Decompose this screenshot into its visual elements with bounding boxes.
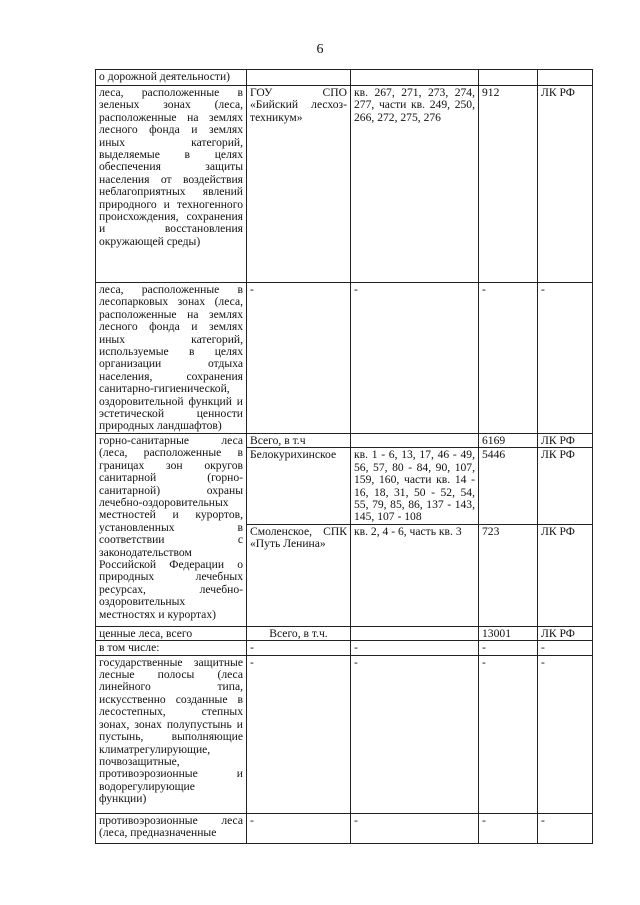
owner-cell: Всего, в т.ч	[247, 434, 351, 448]
quarters-cell: -	[351, 813, 479, 843]
owner-cell: Смоленское, СПК «Путь Ленина»	[247, 524, 351, 626]
basis-cell: ЛК РФ	[538, 524, 593, 626]
quarters-cell: -	[351, 655, 479, 813]
quarters-cell	[351, 626, 479, 640]
basis-cell: ЛК РФ	[538, 86, 593, 283]
area-cell	[479, 70, 538, 86]
basis-cell: -	[538, 655, 593, 813]
quarters-cell: -	[351, 641, 479, 655]
table-row	[96, 86, 593, 283]
quarters-cell	[351, 70, 479, 86]
owner-cell	[247, 70, 351, 86]
category-cell: горно-санитарные леса (леса, расположенные в границах зон округов санитарной (горно-санитарной) охраны лечебно-оздоровительных местностей и курортов, установленных в соответствии с законодательством Российской Федерации о природных лечебных ресурсах, лечебно-оздоровительных местностях и курортах)	[96, 434, 247, 627]
category-cell: в том числе:	[96, 641, 247, 655]
area-cell: 6169	[479, 434, 538, 448]
category-cell: о дорожной деятельности)	[96, 70, 247, 86]
table-row	[96, 813, 593, 843]
owner-cell: Всего, в т.ч.	[247, 626, 351, 640]
table-row	[96, 655, 593, 813]
quarters-cell: кв. 2, 4 - 6, часть кв. 3	[351, 524, 479, 626]
category-cell: леса, расположенные в лесопарковых зонах (леса, расположенные на землях лесного фонда и землях иных категорий, используемые в целях организации отдыха населения, сохранения санитарно-гигиенической, оздоровительной функций и эстетической ценности природных ландшафтов)	[96, 283, 247, 434]
table-row	[96, 626, 593, 640]
basis-cell: ЛК РФ	[538, 626, 593, 640]
quarters-cell: кв. 267, 271, 273, 274, 277, части кв. 249, 250, 266, 272, 275, 276	[351, 86, 479, 283]
table-row	[96, 641, 593, 655]
basis-cell: -	[538, 283, 593, 434]
area-cell: -	[479, 813, 538, 843]
category-cell: противоэрозионные леса (леса, предназначенные	[96, 813, 247, 843]
owner-cell: -	[247, 813, 351, 843]
owner-cell: -	[247, 641, 351, 655]
table-row	[96, 434, 593, 448]
area-cell: -	[479, 655, 538, 813]
area-cell: 723	[479, 524, 538, 626]
table-row	[96, 283, 593, 434]
owner-cell: Белокурихинское	[247, 448, 351, 524]
basis-cell: ЛК РФ	[538, 434, 593, 448]
area-cell: 13001	[479, 626, 538, 640]
area-cell: -	[479, 283, 538, 434]
category-cell: государственные защитные лесные полосы (леса линейного типа, искусственно созданные в лесостепных, степных зонах, зонах полупустынь и пустынь, выполняющие климатрегулирующие, почвозащитные, противоэрозионные и водорегулирующие функции)	[96, 655, 247, 813]
quarters-cell: -	[351, 283, 479, 434]
basis-cell: -	[538, 641, 593, 655]
basis-cell: -	[538, 813, 593, 843]
quarters-cell	[351, 434, 479, 448]
page-number: 6	[316, 42, 324, 57]
forest-register-table	[95, 69, 593, 844]
area-cell: 5446	[479, 448, 538, 524]
owner-cell: -	[247, 283, 351, 434]
owner-cell: -	[247, 655, 351, 813]
category-cell: ценные леса, всего	[96, 626, 247, 640]
area-cell: -	[479, 641, 538, 655]
area-cell: 912	[479, 86, 538, 283]
basis-cell: ЛК РФ	[538, 448, 593, 524]
basis-cell	[538, 70, 593, 86]
quarters-cell: кв. 1 - 6, 13, 17, 46 - 49, 56, 57, 80 - 84, 90, 107, 159, 160, части кв. 14 - 16, 18, 31, 50 - 52, 54, 55, 79, 85, 86, 137 - 143, 145, 107 - 108	[351, 448, 479, 524]
category-cell: леса, расположенные в зеленых зонах (леса, расположенные на землях лесного фонда и землях иных категорий, выделяемые в целях обеспечения защиты населения от воздействия неблагоприятных явлений природного и техногенного происхождения, сохранения и восстановления окружающей среды)	[96, 86, 247, 283]
table-row	[96, 70, 593, 86]
owner-cell: ГОУ СПО «Бийский лесхоз-техникум»	[247, 86, 351, 283]
